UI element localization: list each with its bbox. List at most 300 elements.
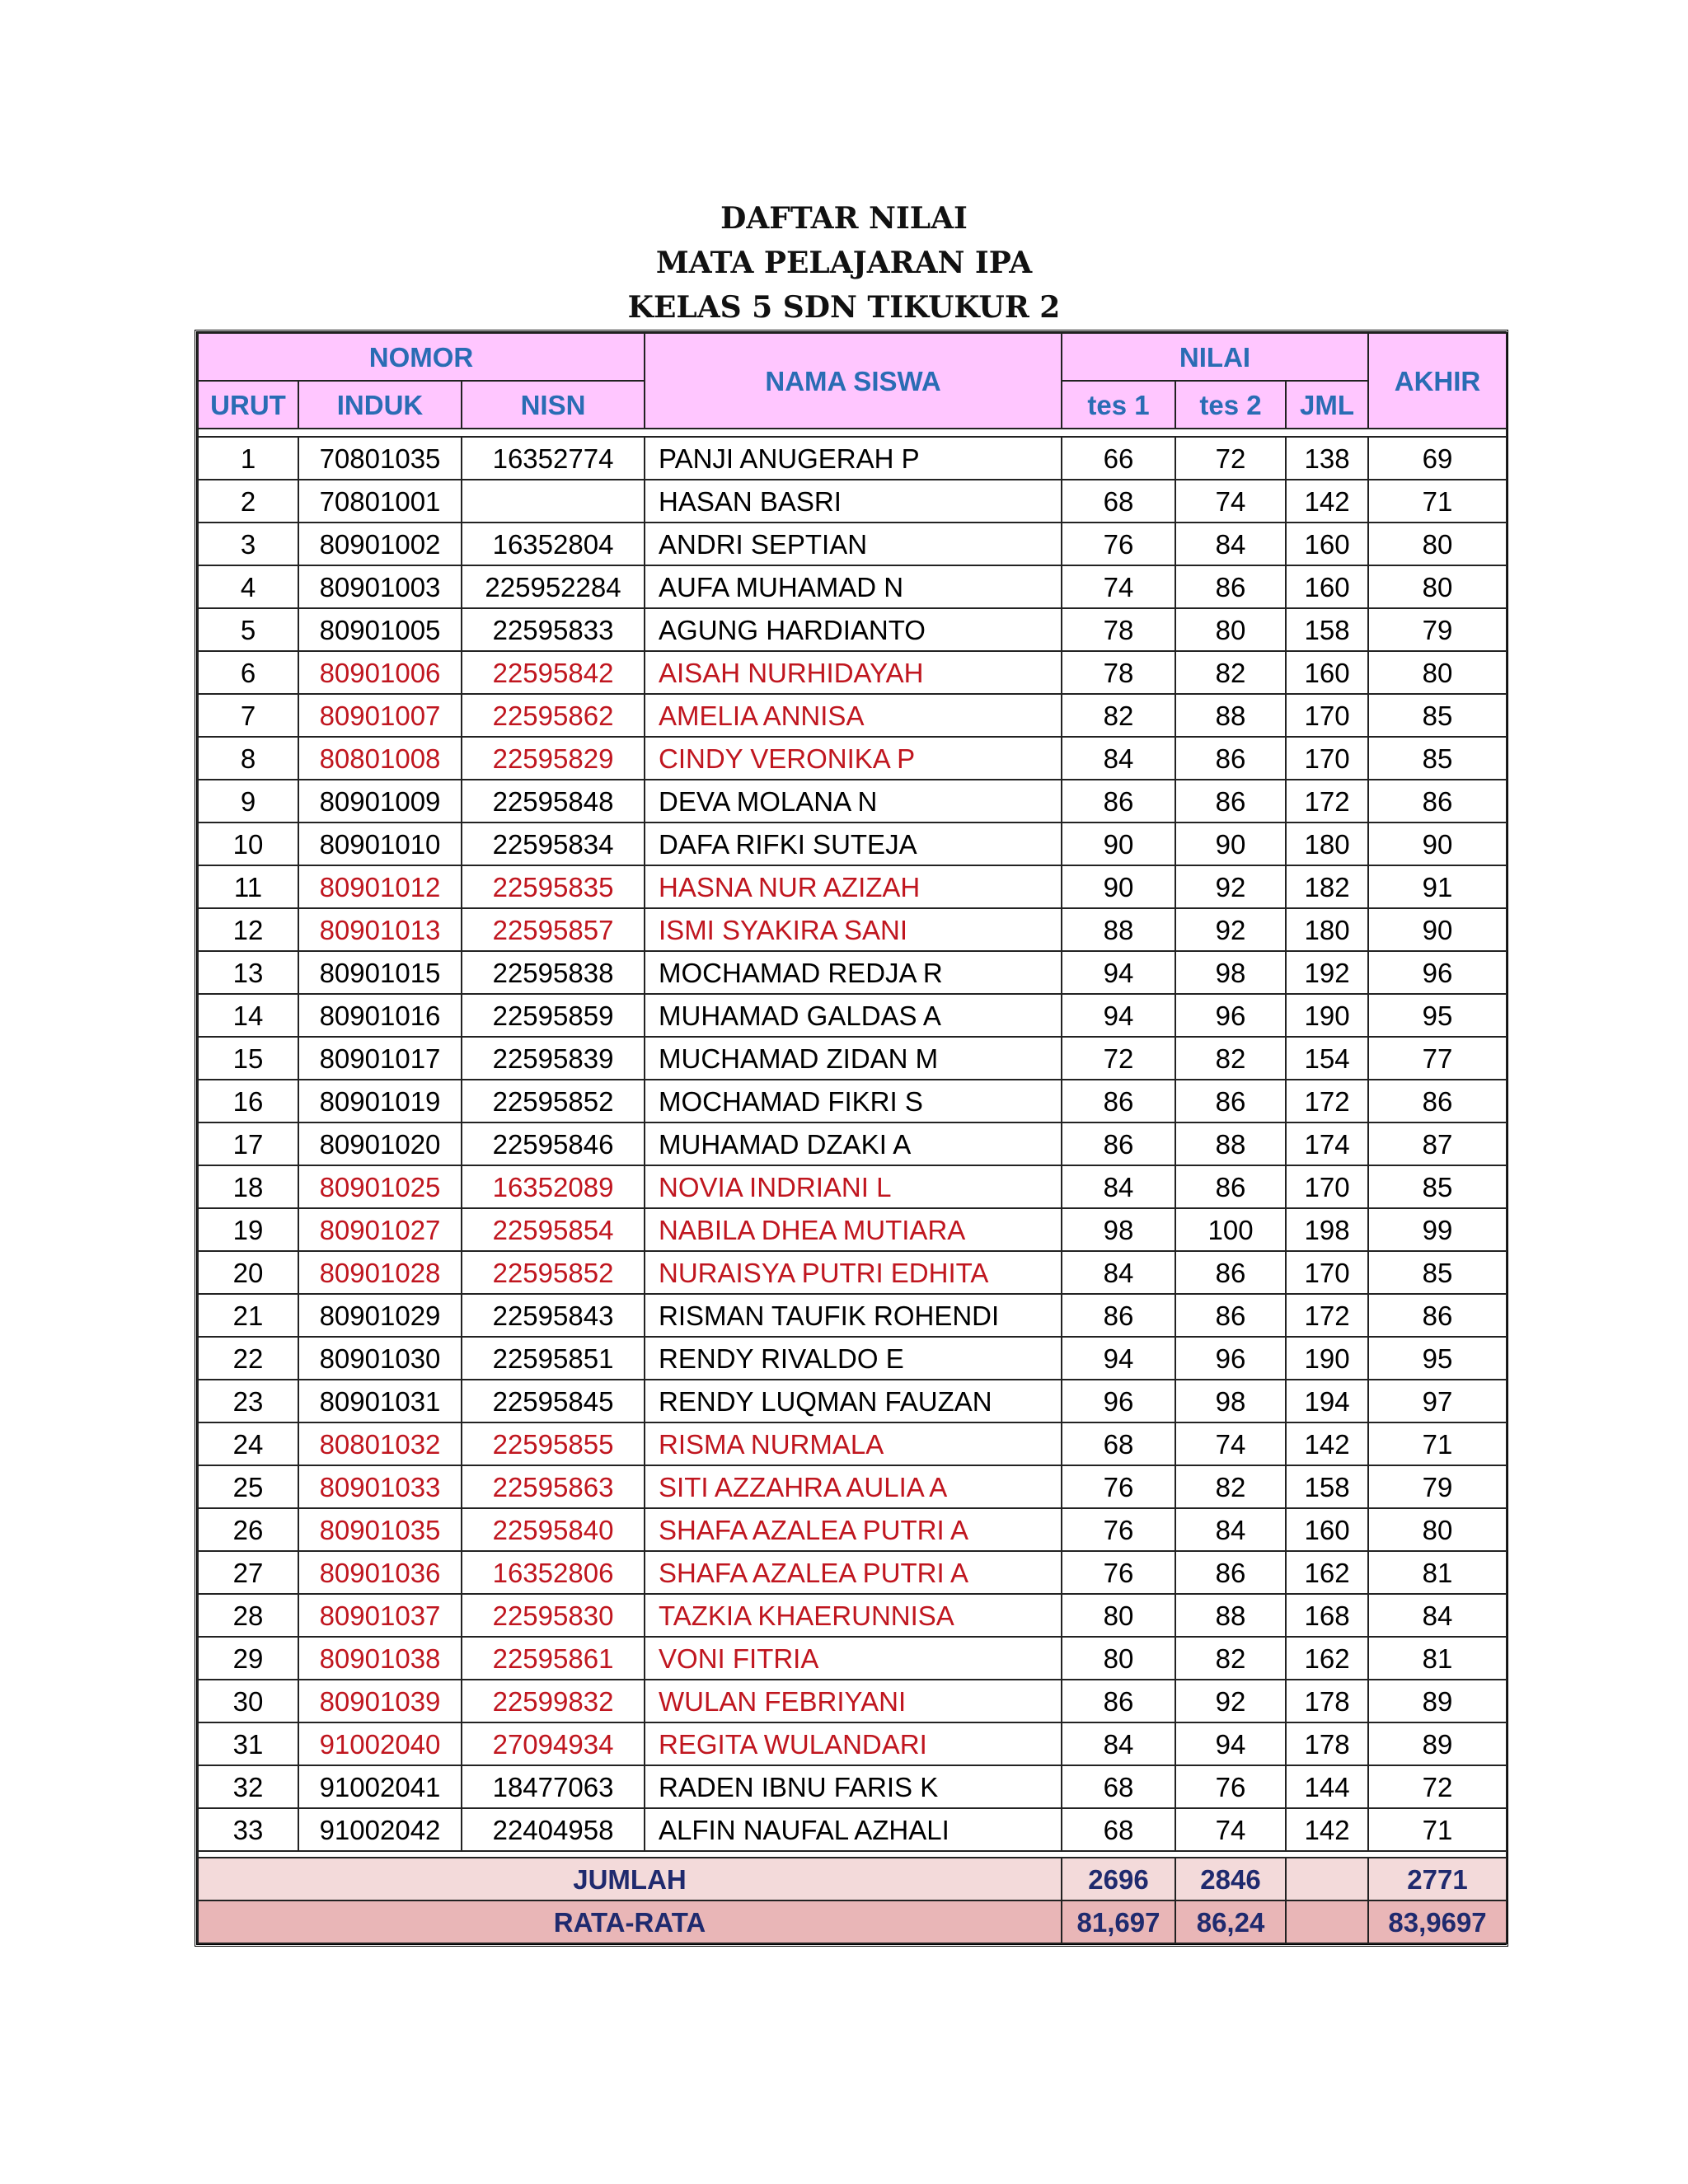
- cell-induk: 80901016: [298, 994, 462, 1037]
- cell-induk: 80901009: [298, 780, 462, 823]
- cell-induk: 91002041: [298, 1765, 462, 1808]
- cell-jml: 168: [1286, 1594, 1368, 1637]
- cell-tes1: 84: [1062, 737, 1175, 780]
- cell-tes2: 82: [1175, 1465, 1286, 1508]
- cell-jml: 182: [1286, 865, 1368, 908]
- cell-nama: SITI AZZAHRA AULIA A: [645, 1465, 1062, 1508]
- table-row: [198, 1465, 1507, 1508]
- cell-tes2: 100: [1175, 1208, 1286, 1251]
- cell-nama: SHAFA AZALEA PUTRI A: [645, 1508, 1062, 1551]
- cell-urut: 23: [198, 1380, 298, 1422]
- cell-nama: HASNA NUR AZIZAH: [645, 865, 1062, 908]
- cell-tes1: 94: [1062, 994, 1175, 1037]
- cell-tes1: 68: [1062, 1765, 1175, 1808]
- cell-nisn: 22595830: [462, 1594, 645, 1637]
- cell-urut: 15: [198, 1037, 298, 1080]
- cell-induk: 80901006: [298, 651, 462, 694]
- cell-akhir: 86: [1368, 780, 1507, 823]
- cell-nama: RENDY RIVALDO E: [645, 1337, 1062, 1380]
- cell-tes2: 86: [1175, 1251, 1286, 1294]
- summary-jml: [1286, 1900, 1368, 1943]
- cell-jml: 160: [1286, 651, 1368, 694]
- cell-urut: 26: [198, 1508, 298, 1551]
- cell-tes2: 86: [1175, 780, 1286, 823]
- cell-tes2: 82: [1175, 1037, 1286, 1080]
- cell-tes1: 90: [1062, 823, 1175, 865]
- cell-nisn: 16352804: [462, 523, 645, 565]
- cell-urut: 28: [198, 1594, 298, 1637]
- cell-induk: 80901038: [298, 1637, 462, 1680]
- cell-akhir: 95: [1368, 994, 1507, 1037]
- cell-nama: RENDY LUQMAN FAUZAN: [645, 1380, 1062, 1422]
- cell-tes1: 76: [1062, 1551, 1175, 1594]
- cell-akhir: 90: [1368, 823, 1507, 865]
- cell-tes1: 76: [1062, 1465, 1175, 1508]
- cell-urut: 10: [198, 823, 298, 865]
- table-row: [198, 865, 1507, 908]
- summary-row-rata: [198, 1900, 1507, 1943]
- cell-nisn: 16352806: [462, 1551, 645, 1594]
- cell-nisn: 22595854: [462, 1208, 645, 1251]
- cell-jml: 160: [1286, 523, 1368, 565]
- cell-nisn: 22599832: [462, 1680, 645, 1722]
- table-row: [198, 823, 1507, 865]
- cell-nama: NURAISYA PUTRI EDHITA: [645, 1251, 1062, 1294]
- cell-jml: 170: [1286, 737, 1368, 780]
- cell-urut: 14: [198, 994, 298, 1037]
- cell-urut: 31: [198, 1722, 298, 1765]
- cell-nama: DEVA MOLANA N: [645, 780, 1062, 823]
- cell-nisn: 225952284: [462, 565, 645, 608]
- cell-nisn: 22595829: [462, 737, 645, 780]
- header-akhir: AKHIR: [1368, 333, 1507, 429]
- cell-jml: 170: [1286, 1251, 1368, 1294]
- cell-tes2: 86: [1175, 737, 1286, 780]
- header-urut: URUT: [198, 381, 298, 429]
- header-nomor: NOMOR: [198, 333, 645, 381]
- cell-tes2: 88: [1175, 694, 1286, 737]
- cell-urut: 33: [198, 1808, 298, 1851]
- cell-jml: 138: [1286, 437, 1368, 480]
- cell-tes2: 98: [1175, 951, 1286, 994]
- cell-tes1: 68: [1062, 480, 1175, 523]
- cell-tes1: 94: [1062, 951, 1175, 994]
- cell-tes1: 66: [1062, 437, 1175, 480]
- cell-urut: 3: [198, 523, 298, 565]
- cell-induk: 70801001: [298, 480, 462, 523]
- cell-akhir: 85: [1368, 1165, 1507, 1208]
- cell-urut: 11: [198, 865, 298, 908]
- cell-tes1: 84: [1062, 1165, 1175, 1208]
- cell-jml: 172: [1286, 1294, 1368, 1337]
- cell-nisn: [462, 480, 645, 523]
- table-row: [198, 1337, 1507, 1380]
- cell-tes1: 86: [1062, 1680, 1175, 1722]
- cell-akhir: 71: [1368, 1808, 1507, 1851]
- cell-induk: 80901037: [298, 1594, 462, 1637]
- header-row-top: [198, 333, 1507, 381]
- cell-nisn: 22595833: [462, 608, 645, 651]
- cell-akhir: 84: [1368, 1594, 1507, 1637]
- cell-induk: 80901033: [298, 1465, 462, 1508]
- cell-nisn: 22595843: [462, 1294, 645, 1337]
- cell-nama: MUHAMAD GALDAS A: [645, 994, 1062, 1037]
- cell-jml: 142: [1286, 1808, 1368, 1851]
- cell-induk: 80901005: [298, 608, 462, 651]
- cell-urut: 32: [198, 1765, 298, 1808]
- cell-tes2: 90: [1175, 823, 1286, 865]
- table-row: [198, 1551, 1507, 1594]
- cell-induk: 80901013: [298, 908, 462, 951]
- cell-tes1: 84: [1062, 1251, 1175, 1294]
- header-gap: [198, 429, 1507, 437]
- cell-akhir: 80: [1368, 651, 1507, 694]
- table-row: [198, 1508, 1507, 1551]
- grade-table: [197, 332, 1507, 1944]
- cell-tes1: 90: [1062, 865, 1175, 908]
- header-jml: JML: [1286, 381, 1368, 429]
- cell-induk: 80901035: [298, 1508, 462, 1551]
- cell-nisn: 22595848: [462, 780, 645, 823]
- table-row: [198, 565, 1507, 608]
- cell-akhir: 85: [1368, 694, 1507, 737]
- cell-tes1: 86: [1062, 1294, 1175, 1337]
- cell-nisn: 18477063: [462, 1765, 645, 1808]
- cell-nama: MUHAMAD DZAKI A: [645, 1122, 1062, 1165]
- cell-jml: 162: [1286, 1551, 1368, 1594]
- cell-tes2: 96: [1175, 1337, 1286, 1380]
- cell-nama: WULAN FEBRIYANI: [645, 1680, 1062, 1722]
- cell-jml: 170: [1286, 694, 1368, 737]
- cell-nama: NOVIA INDRIANI L: [645, 1165, 1062, 1208]
- cell-nama: MUCHAMAD ZIDAN M: [645, 1037, 1062, 1080]
- summary-jml: [1286, 1858, 1368, 1900]
- table-row: [198, 523, 1507, 565]
- cell-nama: CINDY VERONIKA P: [645, 737, 1062, 780]
- table-row: [198, 1165, 1507, 1208]
- cell-akhir: 69: [1368, 437, 1507, 480]
- cell-akhir: 80: [1368, 565, 1507, 608]
- cell-induk: 80901007: [298, 694, 462, 737]
- cell-tes1: 68: [1062, 1808, 1175, 1851]
- cell-urut: 6: [198, 651, 298, 694]
- cell-akhir: 80: [1368, 523, 1507, 565]
- table-row: [198, 651, 1507, 694]
- summary-label: RATA-RATA: [198, 1900, 1062, 1943]
- cell-tes2: 86: [1175, 1294, 1286, 1337]
- cell-urut: 21: [198, 1294, 298, 1337]
- summary-label: JUMLAH: [198, 1858, 1062, 1900]
- table-row: [198, 1122, 1507, 1165]
- cell-jml: 174: [1286, 1122, 1368, 1165]
- cell-urut: 4: [198, 565, 298, 608]
- title-line-2: MATA PELAJARAN IPA: [655, 246, 1033, 280]
- cell-urut: 1: [198, 437, 298, 480]
- cell-akhir: 85: [1368, 1251, 1507, 1294]
- cell-tes1: 78: [1062, 608, 1175, 651]
- table-row: [198, 1680, 1507, 1722]
- cell-nisn: 22595857: [462, 908, 645, 951]
- cell-nama: RISMAN TAUFIK ROHENDI: [645, 1294, 1062, 1337]
- cell-nisn: 22595855: [462, 1422, 645, 1465]
- cell-jml: 160: [1286, 565, 1368, 608]
- cell-tes1: 96: [1062, 1380, 1175, 1422]
- cell-jml: 142: [1286, 1422, 1368, 1465]
- header-tes1: tes 1: [1062, 381, 1175, 429]
- cell-tes1: 76: [1062, 1508, 1175, 1551]
- table-row: [198, 1080, 1507, 1122]
- header-induk: INDUK: [298, 381, 462, 429]
- summary-gap: [198, 1851, 1507, 1858]
- cell-nama: ALFIN NAUFAL AZHALI: [645, 1808, 1062, 1851]
- cell-nama: AISAH NURHIDAYAH: [645, 651, 1062, 694]
- cell-urut: 17: [198, 1122, 298, 1165]
- cell-jml: 142: [1286, 480, 1368, 523]
- header-nama-siswa: NAMA SISWA: [645, 333, 1062, 429]
- table-row: [198, 1594, 1507, 1637]
- grade-table-frame: [195, 330, 1508, 1947]
- cell-nisn: 22595834: [462, 823, 645, 865]
- cell-akhir: 71: [1368, 1422, 1507, 1465]
- table-row: [198, 1722, 1507, 1765]
- cell-urut: 29: [198, 1637, 298, 1680]
- cell-jml: 190: [1286, 1337, 1368, 1380]
- cell-tes2: 72: [1175, 437, 1286, 480]
- table-row: [198, 694, 1507, 737]
- cell-induk: 80901031: [298, 1380, 462, 1422]
- table-row: [198, 780, 1507, 823]
- cell-urut: 12: [198, 908, 298, 951]
- cell-jml: 180: [1286, 908, 1368, 951]
- cell-jml: 192: [1286, 951, 1368, 994]
- cell-jml: 194: [1286, 1380, 1368, 1422]
- summary-tes1: 81,697: [1062, 1900, 1175, 1943]
- cell-nama: AUFA MUHAMAD N: [645, 565, 1062, 608]
- cell-nama: NABILA DHEA MUTIARA: [645, 1208, 1062, 1251]
- cell-urut: 5: [198, 608, 298, 651]
- cell-tes1: 78: [1062, 651, 1175, 694]
- cell-tes1: 86: [1062, 1122, 1175, 1165]
- header-nilai: NILAI: [1062, 333, 1368, 381]
- summary-row-jumlah: [198, 1858, 1507, 1900]
- table-row: [198, 1380, 1507, 1422]
- cell-tes1: 80: [1062, 1637, 1175, 1680]
- cell-jml: 178: [1286, 1722, 1368, 1765]
- cell-tes2: 98: [1175, 1380, 1286, 1422]
- cell-akhir: 87: [1368, 1122, 1507, 1165]
- cell-jml: 172: [1286, 1080, 1368, 1122]
- cell-induk: 80901029: [298, 1294, 462, 1337]
- cell-nisn: 22595835: [462, 865, 645, 908]
- cell-tes1: 72: [1062, 1037, 1175, 1080]
- cell-tes1: 94: [1062, 1337, 1175, 1380]
- cell-akhir: 89: [1368, 1680, 1507, 1722]
- cell-jml: 198: [1286, 1208, 1368, 1251]
- cell-induk: 80901025: [298, 1165, 462, 1208]
- cell-tes1: 86: [1062, 780, 1175, 823]
- cell-induk: 91002042: [298, 1808, 462, 1851]
- header-nisn: NISN: [462, 381, 645, 429]
- cell-jml: 172: [1286, 780, 1368, 823]
- cell-akhir: 96: [1368, 951, 1507, 994]
- cell-nama: REGITA WULANDARI: [645, 1722, 1062, 1765]
- cell-nama: AGUNG HARDIANTO: [645, 608, 1062, 651]
- cell-tes1: 98: [1062, 1208, 1175, 1251]
- cell-urut: 7: [198, 694, 298, 737]
- cell-jml: 154: [1286, 1037, 1368, 1080]
- cell-akhir: 99: [1368, 1208, 1507, 1251]
- cell-induk: 80901020: [298, 1122, 462, 1165]
- cell-tes1: 88: [1062, 908, 1175, 951]
- table-row: [198, 1294, 1507, 1337]
- cell-nisn: 22595851: [462, 1337, 645, 1380]
- cell-jml: 170: [1286, 1165, 1368, 1208]
- cell-tes2: 92: [1175, 865, 1286, 908]
- cell-induk: 70801035: [298, 437, 462, 480]
- cell-tes1: 74: [1062, 565, 1175, 608]
- cell-nama: ANDRI SEPTIAN: [645, 523, 1062, 565]
- cell-induk: 80901019: [298, 1080, 462, 1122]
- cell-akhir: 91: [1368, 865, 1507, 908]
- cell-induk: 80901002: [298, 523, 462, 565]
- cell-urut: 18: [198, 1165, 298, 1208]
- table-row: [198, 608, 1507, 651]
- cell-induk: 80901017: [298, 1037, 462, 1080]
- cell-jml: 178: [1286, 1680, 1368, 1722]
- cell-nisn: 22595838: [462, 951, 645, 994]
- cell-urut: 19: [198, 1208, 298, 1251]
- table-row: [198, 437, 1507, 480]
- cell-induk: 80901010: [298, 823, 462, 865]
- cell-nisn: 16352774: [462, 437, 645, 480]
- cell-nama: DAFA RIFKI SUTEJA: [645, 823, 1062, 865]
- cell-nama: ISMI SYAKIRA SANI: [645, 908, 1062, 951]
- cell-akhir: 79: [1368, 608, 1507, 651]
- cell-nisn: 22595852: [462, 1080, 645, 1122]
- table-row: [198, 1765, 1507, 1808]
- cell-nama: MOCHAMAD REDJA R: [645, 951, 1062, 994]
- cell-tes1: 76: [1062, 523, 1175, 565]
- cell-tes2: 74: [1175, 1808, 1286, 1851]
- cell-urut: 8: [198, 737, 298, 780]
- cell-urut: 22: [198, 1337, 298, 1380]
- table-row: [198, 1808, 1507, 1851]
- table-row: [198, 737, 1507, 780]
- summary-tes2: 86,24: [1175, 1900, 1286, 1943]
- cell-tes2: 86: [1175, 1080, 1286, 1122]
- cell-induk: 80901030: [298, 1337, 462, 1380]
- cell-akhir: 95: [1368, 1337, 1507, 1380]
- cell-urut: 27: [198, 1551, 298, 1594]
- cell-nama: PANJI ANUGERAH P: [645, 437, 1062, 480]
- cell-akhir: 71: [1368, 480, 1507, 523]
- summary-tes2: 2846: [1175, 1858, 1286, 1900]
- cell-tes2: 84: [1175, 523, 1286, 565]
- cell-urut: 16: [198, 1080, 298, 1122]
- cell-nisn: 22595840: [462, 1508, 645, 1551]
- cell-tes2: 82: [1175, 651, 1286, 694]
- cell-tes1: 84: [1062, 1722, 1175, 1765]
- table-row: [198, 1251, 1507, 1294]
- cell-tes2: 74: [1175, 480, 1286, 523]
- table-row: [198, 1637, 1507, 1680]
- cell-induk: 80901039: [298, 1680, 462, 1722]
- cell-jml: 180: [1286, 823, 1368, 865]
- cell-induk: 80901015: [298, 951, 462, 994]
- cell-tes2: 86: [1175, 1551, 1286, 1594]
- cell-akhir: 81: [1368, 1637, 1507, 1680]
- cell-jml: 144: [1286, 1765, 1368, 1808]
- cell-akhir: 90: [1368, 908, 1507, 951]
- cell-nisn: 16352089: [462, 1165, 645, 1208]
- document-title: [0, 196, 1688, 330]
- summary-tes1: 2696: [1062, 1858, 1175, 1900]
- cell-nisn: 22595863: [462, 1465, 645, 1508]
- cell-nama: RADEN IBNU FARIS K: [645, 1765, 1062, 1808]
- cell-induk: 80801008: [298, 737, 462, 780]
- cell-urut: 25: [198, 1465, 298, 1508]
- table-row: [198, 951, 1507, 994]
- cell-nisn: 22595852: [462, 1251, 645, 1294]
- cell-nama: RISMA NURMALA: [645, 1422, 1062, 1465]
- cell-urut: 24: [198, 1422, 298, 1465]
- cell-nisn: 27094934: [462, 1722, 645, 1765]
- cell-induk: 91002040: [298, 1722, 462, 1765]
- cell-tes2: 80: [1175, 608, 1286, 651]
- cell-tes2: 92: [1175, 908, 1286, 951]
- cell-tes2: 74: [1175, 1422, 1286, 1465]
- cell-nisn: 22595862: [462, 694, 645, 737]
- table-row: [198, 1037, 1507, 1080]
- cell-akhir: 77: [1368, 1037, 1507, 1080]
- cell-urut: 30: [198, 1680, 298, 1722]
- cell-tes2: 76: [1175, 1765, 1286, 1808]
- cell-induk: 80901027: [298, 1208, 462, 1251]
- cell-induk: 80901036: [298, 1551, 462, 1594]
- cell-induk: 80901012: [298, 865, 462, 908]
- cell-tes2: 96: [1175, 994, 1286, 1037]
- cell-nama: TAZKIA KHAERUNNISA: [645, 1594, 1062, 1637]
- cell-tes2: 92: [1175, 1680, 1286, 1722]
- cell-nama: SHAFA AZALEA PUTRI A: [645, 1551, 1062, 1594]
- cell-tes2: 88: [1175, 1122, 1286, 1165]
- cell-nisn: 22404958: [462, 1808, 645, 1851]
- cell-urut: 9: [198, 780, 298, 823]
- cell-akhir: 79: [1368, 1465, 1507, 1508]
- cell-akhir: 86: [1368, 1080, 1507, 1122]
- cell-nisn: 22595859: [462, 994, 645, 1037]
- cell-tes2: 86: [1175, 565, 1286, 608]
- cell-jml: 162: [1286, 1637, 1368, 1680]
- header-tes2: tes 2: [1175, 381, 1286, 429]
- cell-tes2: 94: [1175, 1722, 1286, 1765]
- cell-urut: 20: [198, 1251, 298, 1294]
- cell-induk: 80801032: [298, 1422, 462, 1465]
- summary-akhir: 2771: [1368, 1858, 1507, 1900]
- cell-nama: MOCHAMAD FIKRI S: [645, 1080, 1062, 1122]
- cell-nisn: 22595861: [462, 1637, 645, 1680]
- cell-akhir: 97: [1368, 1380, 1507, 1422]
- table-row: [198, 480, 1507, 523]
- cell-nisn: 22595839: [462, 1037, 645, 1080]
- cell-tes1: 86: [1062, 1080, 1175, 1122]
- title-line-1: DAFTAR NILAI: [720, 201, 968, 236]
- table-row: [198, 1208, 1507, 1251]
- cell-tes2: 88: [1175, 1594, 1286, 1637]
- cell-nisn: 22595846: [462, 1122, 645, 1165]
- cell-induk: 80901028: [298, 1251, 462, 1294]
- cell-akhir: 89: [1368, 1722, 1507, 1765]
